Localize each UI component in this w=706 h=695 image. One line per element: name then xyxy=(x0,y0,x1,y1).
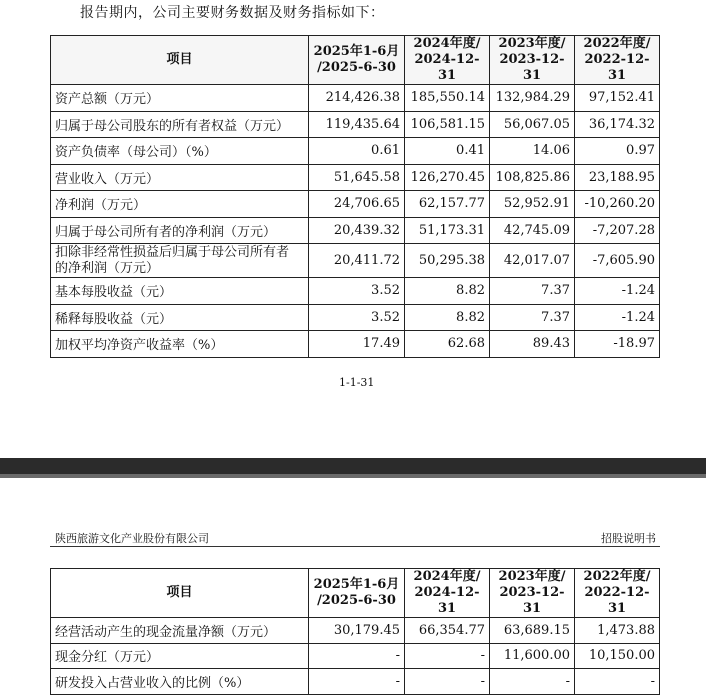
financial-indicators-table xyxy=(50,35,660,358)
page-divider-shadow xyxy=(0,474,706,478)
table-row xyxy=(51,138,660,165)
header-2022: 2022年度/ 2022-12-31 xyxy=(575,569,660,618)
cell-value: 0.61 xyxy=(309,138,405,165)
cell-value: 36,174.32 xyxy=(575,111,660,138)
company-name: 陕西旅游文化产业股份有限公司 xyxy=(55,532,209,545)
cell-value: -7,207.28 xyxy=(575,217,660,244)
cell-value: 62,157.77 xyxy=(405,191,490,218)
row-label: 加权平均净资产收益率（%） xyxy=(51,331,309,358)
table-row xyxy=(51,217,660,244)
cell-value: 0.97 xyxy=(575,138,660,165)
cell-value: - xyxy=(575,669,660,695)
header-item: 项目 xyxy=(51,36,309,85)
cell-value: 63,689.15 xyxy=(490,618,575,644)
row-label: 归属于母公司所有者的净利润（万元） xyxy=(51,217,309,244)
header-2023: 2023年度/ 2023-12-31 xyxy=(490,569,575,618)
table-row xyxy=(51,618,660,644)
header-2024: 2024年度/ 2024-12-31 xyxy=(405,36,490,85)
cell-value: 185,550.14 xyxy=(405,85,490,112)
header-2023: 2023年度/ 2023-12-31 xyxy=(490,36,575,85)
cell-value: 62.68 xyxy=(405,331,490,358)
row-label: 归属于母公司股东的所有者权益（万元） xyxy=(51,111,309,138)
table-row xyxy=(51,304,660,331)
cell-value: 108,825.86 xyxy=(490,164,575,191)
cell-value: 51,173.31 xyxy=(405,217,490,244)
cell-value: 56,067.05 xyxy=(490,111,575,138)
table-row xyxy=(51,111,660,138)
cell-value: 3.52 xyxy=(309,304,405,331)
financial-indicators-table-continued xyxy=(50,568,660,695)
row-label: 净利润（万元） xyxy=(51,191,309,218)
cell-value: 132,984.29 xyxy=(490,85,575,112)
row-label: 资产负债率（母公司）（%） xyxy=(51,138,309,165)
table-row xyxy=(51,164,660,191)
cell-value: 20,439.32 xyxy=(309,217,405,244)
header-2024: 2024年度/ 2024-12-31 xyxy=(405,569,490,618)
table-header-row xyxy=(51,36,660,85)
row-label: 研发投入占营业收入的比例（%） xyxy=(51,669,309,695)
cell-value: 3.52 xyxy=(309,278,405,305)
cell-value: 214,426.38 xyxy=(309,85,405,112)
header-rule xyxy=(50,546,660,547)
cell-value: -7,605.90 xyxy=(575,244,660,278)
intro-text: 报告期内，公司主要财务数据及财务指标如下： xyxy=(80,5,385,21)
cell-value: 51,645.58 xyxy=(309,164,405,191)
page-number: 1-1-31 xyxy=(339,376,375,389)
table-row xyxy=(51,278,660,305)
cell-value: 1,473.88 xyxy=(575,618,660,644)
cell-value: -18.97 xyxy=(575,331,660,358)
cell-value: 52,952.91 xyxy=(490,191,575,218)
cell-value: 42,745.09 xyxy=(490,217,575,244)
table-row xyxy=(51,244,660,278)
row-label: 资产总额（万元） xyxy=(51,85,309,112)
cell-value: 23,188.95 xyxy=(575,164,660,191)
row-label: 扣除非经常性损益后归属于母公司所有者 的净利润（万元） xyxy=(51,244,309,278)
table-row xyxy=(51,643,660,669)
cell-value: 119,435.64 xyxy=(309,111,405,138)
cell-value: -1.24 xyxy=(575,304,660,331)
table-row xyxy=(51,85,660,112)
row-label: 营业收入（万元） xyxy=(51,164,309,191)
cell-value: 7.37 xyxy=(490,304,575,331)
row-label: 经营活动产生的现金流量净额（万元） xyxy=(51,618,309,644)
cell-value: 50,295.38 xyxy=(405,244,490,278)
cell-value: 106,581.15 xyxy=(405,111,490,138)
table-row xyxy=(51,191,660,218)
cell-value: 8.82 xyxy=(405,278,490,305)
cell-value: 10,150.00 xyxy=(575,643,660,669)
header-item: 项目 xyxy=(51,569,309,618)
cell-value: 24,706.65 xyxy=(309,191,405,218)
cell-value: 89.43 xyxy=(490,331,575,358)
cell-value: -10,260.20 xyxy=(575,191,660,218)
row-label: 现金分红（万元） xyxy=(51,643,309,669)
row-label: 基本每股收益（元） xyxy=(51,278,309,305)
cell-value: 11,600.00 xyxy=(490,643,575,669)
cell-value: 42,017.07 xyxy=(490,244,575,278)
row-label: 稀释每股收益（元） xyxy=(51,304,309,331)
cell-value: 0.41 xyxy=(405,138,490,165)
cell-value: 30,179.45 xyxy=(309,618,405,644)
cell-value: - xyxy=(309,643,405,669)
table-row xyxy=(51,331,660,358)
table-header-row xyxy=(51,569,660,618)
cell-value: - xyxy=(405,669,490,695)
cell-value: 17.49 xyxy=(309,331,405,358)
cell-value: 66,354.77 xyxy=(405,618,490,644)
page-divider xyxy=(0,458,706,474)
cell-value: 126,270.45 xyxy=(405,164,490,191)
cell-value: -1.24 xyxy=(575,278,660,305)
document-type: 招股说明书 xyxy=(601,532,656,545)
cell-value: - xyxy=(309,669,405,695)
cell-value: 20,411.72 xyxy=(309,244,405,278)
cell-value: - xyxy=(405,643,490,669)
header-2022: 2022年度/ 2022-12-31 xyxy=(575,36,660,85)
cell-value: 97,152.41 xyxy=(575,85,660,112)
cell-value: 14.06 xyxy=(490,138,575,165)
table-row xyxy=(51,669,660,695)
header-2025h1: 2025年1-6月 /2025-6-30 xyxy=(309,36,405,85)
cell-value: 7.37 xyxy=(490,278,575,305)
header-2025h1: 2025年1-6月 /2025-6-30 xyxy=(309,569,405,618)
cell-value: - xyxy=(490,669,575,695)
cell-value: 8.82 xyxy=(405,304,490,331)
